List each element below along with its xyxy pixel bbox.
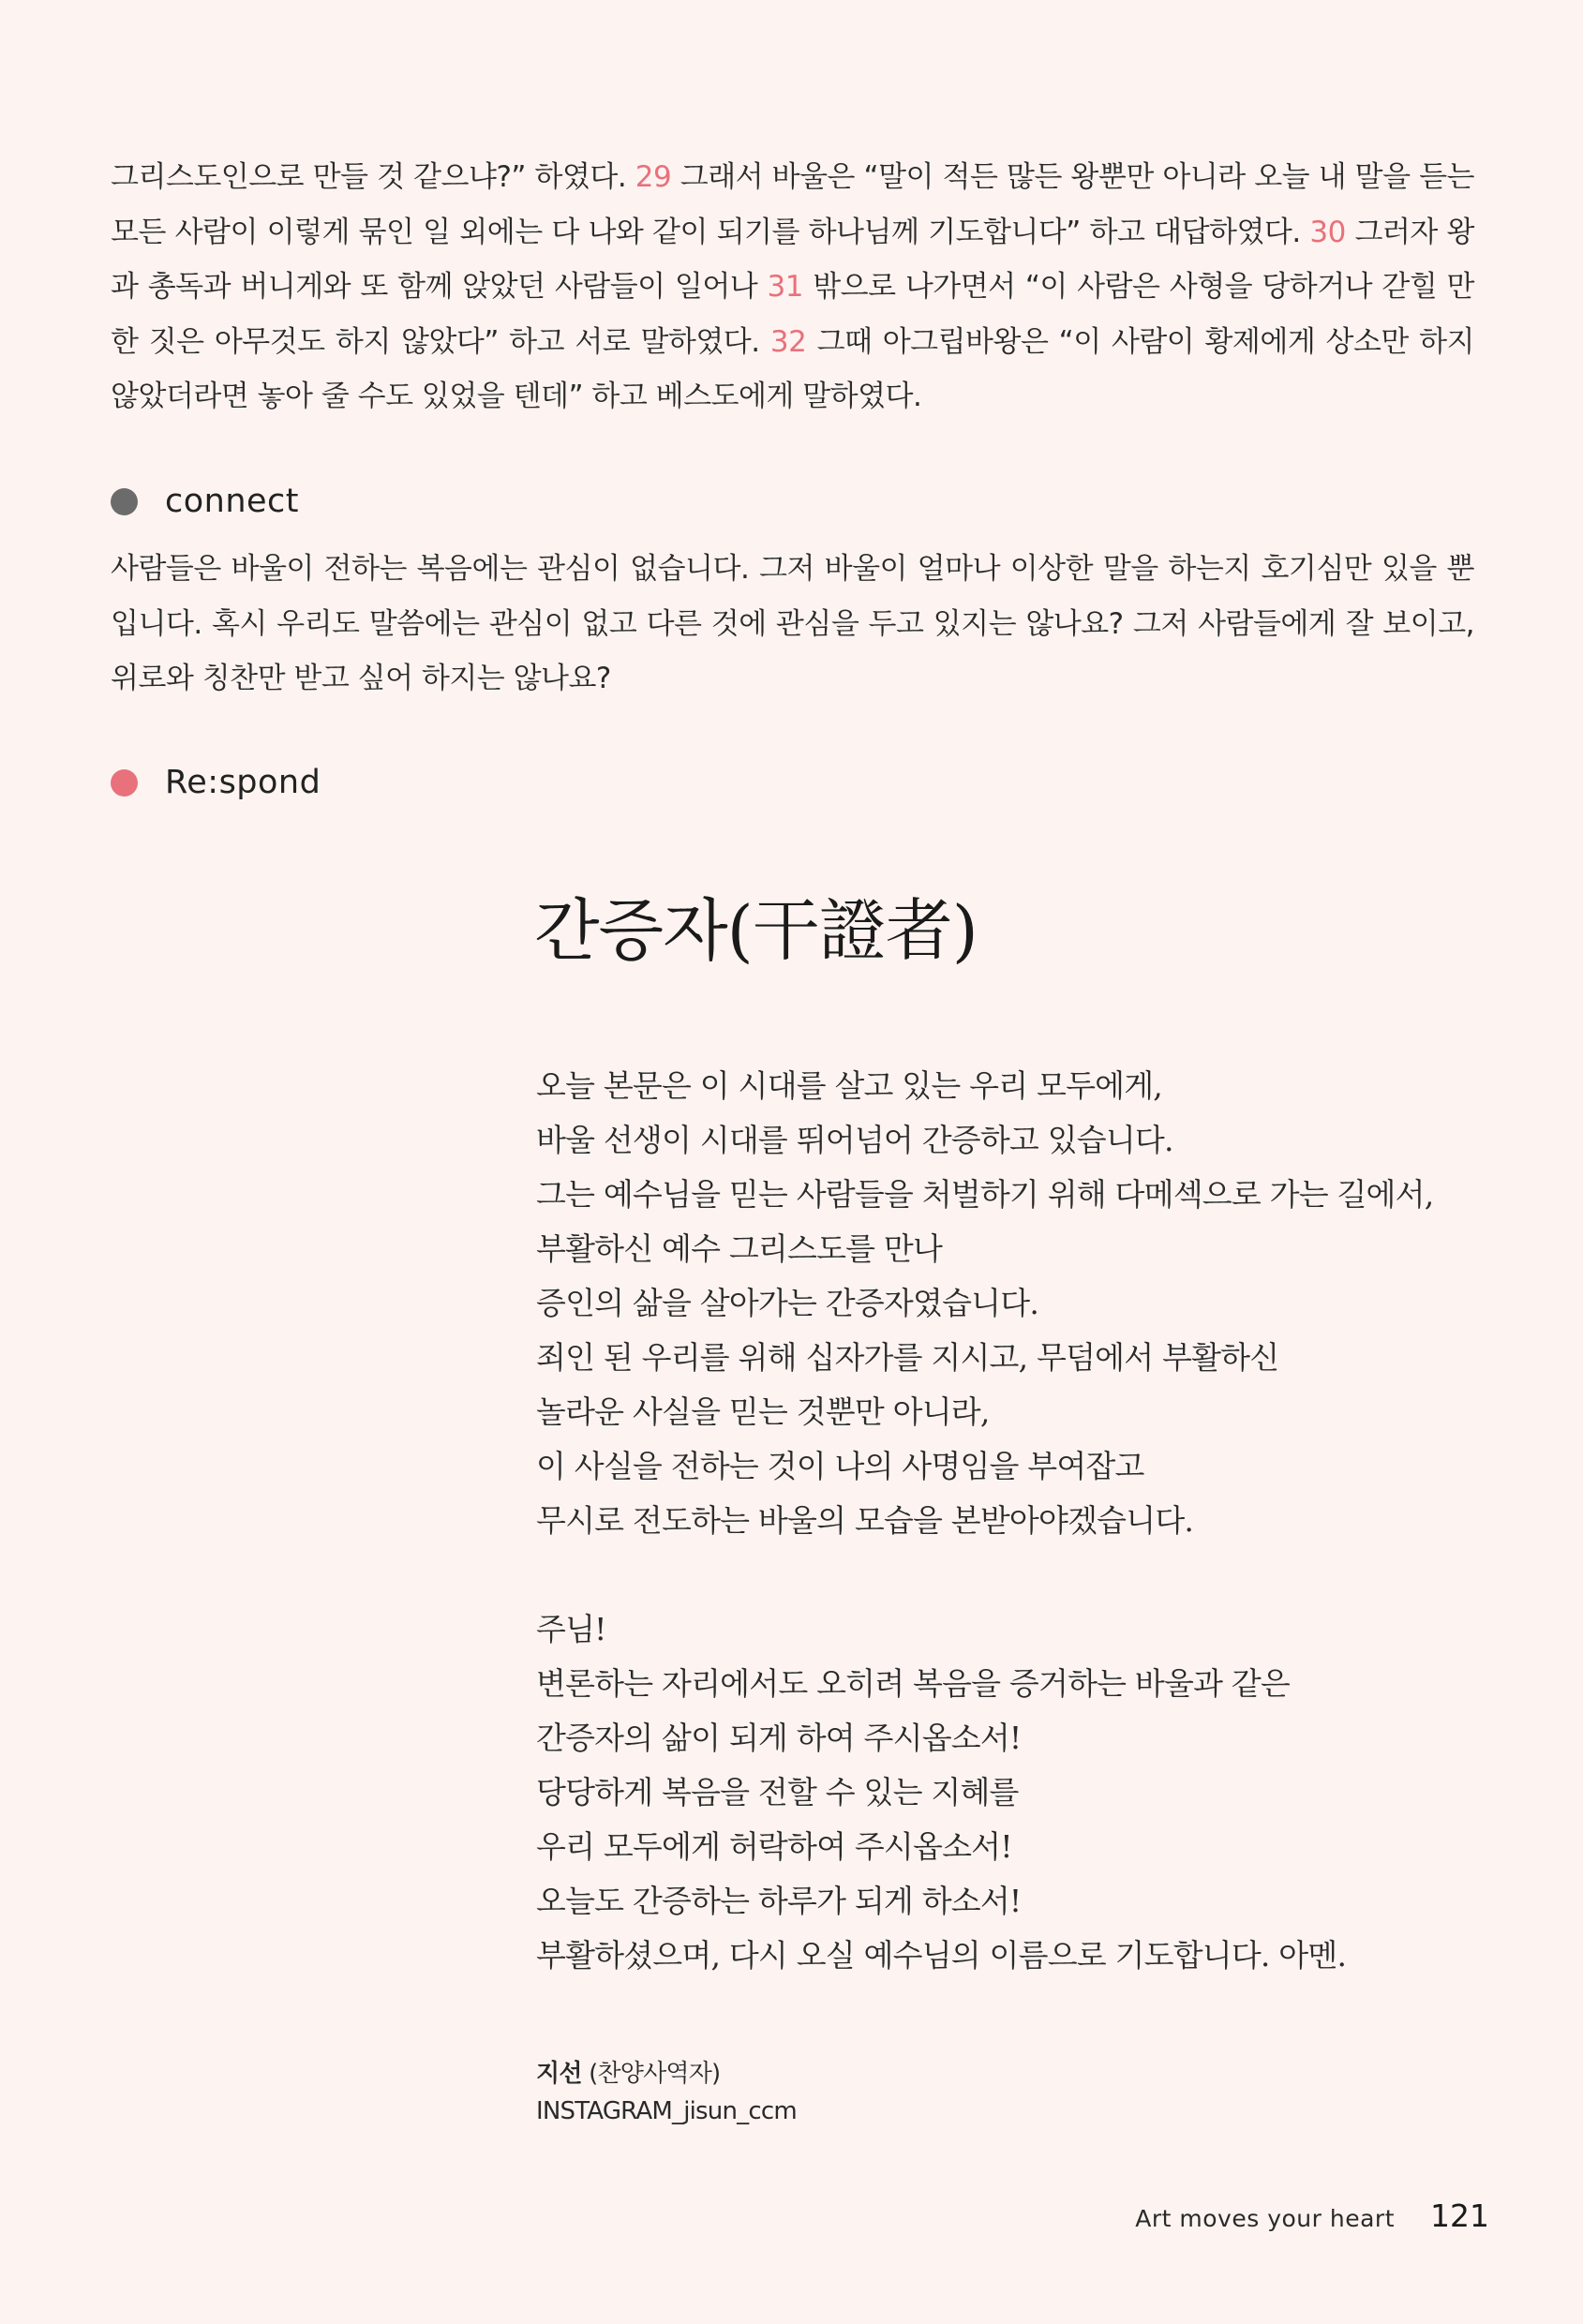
bullet-dot-icon [111,488,138,515]
meditation-line: 놀라운 사실을 믿는 것뿐만 아니라, [536,1393,990,1430]
meditation-line: 바울 선생이 시대를 뛰어넘어 간증하고 있습니다. [536,1122,1173,1158]
meditation-title: 간증자(干證者) [534,891,978,970]
bullet-dot-icon [111,769,138,797]
verse-number: 31 [767,270,803,304]
connect-heading [111,483,299,520]
page-footer [1135,2197,1489,2234]
author-line [536,2055,797,2093]
scripture-text: 밖으로 나가면서 “이 사람은 사형을 당하거나 갇힐 만한 짓은 아무것도 하지 않았다” 하고 서로 말하였다. [111,270,1474,359]
prayer-line: 간증자의 삶이 되게 하여 주시옵소서! [536,1720,1022,1756]
scripture-text: 그러자 왕과 총독과 버니게와 또 함께 앉았던 사람들이 일어나 [111,215,1474,304]
prayer-line: 부활하셨으며, 다시 오실 예수님의 이름으로 기도합니다. 아멘. [536,1937,1347,1974]
stanza-gap [536,1548,1433,1602]
author-instagram: INSTAGRAM_jisun_ccm [536,2097,797,2125]
meditation-line: 오늘 본문은 이 시대를 살고 있는 우리 모두에게, [536,1067,1163,1104]
connect-body: 사람들은 바울이 전하는 복음에는 관심이 없습니다. 그저 바울이 얼마나 이상한 말을 하는지 호기심만 있을 뿐입니다. 혹시 우리도 말씀에는 관심이 없고 다른 것에 관심을 두고 있지는 않나요? 그저 사람들에게 잘 보이고, 위로와 칭찬만 받고 싶어 하지는 않나요? [111,552,1474,695]
meditation-line: 죄인 된 우리를 위해 십자가를 지시고, 무덤에서 부활하신 [536,1339,1279,1376]
prayer-line: 오늘도 간증하는 하루가 되게 하소서! [536,1883,1022,1919]
respond-heading [111,764,321,801]
scripture-text: 그때 아그립바왕은 “이 사람이 황제에게 상소만 하지 않았더라면 놓아 줄 수도 있었을 텐데” 하고 베스도에게 말하였다. [111,324,1475,413]
connect-heading-label: connect [165,483,300,520]
meditation-line: 증인의 삶을 살아가는 간증자였습니다. [536,1285,1039,1321]
scripture-text: 그래서 바울은 “말이 적든 많든 왕뿐만 아니라 오늘 내 말을 듣는 모든 사람이 이렇게 묶인 일 외에는 다 나와 같이 되기를 하나님께 기도합니다” 하고 대답하였다. [111,160,1474,249]
prayer-line: 주님! [536,1611,606,1647]
meditation-line: 부활하신 예수 그리스도를 만나 [536,1230,943,1267]
prayer-line: 우리 모두에게 허락하여 주시옵소서! [536,1828,1012,1865]
meditation-line: 무시로 전도하는 바울의 모습을 본받아야겠습니다. [536,1502,1194,1539]
scripture-passage [111,150,1474,425]
prayer-line: 변론하는 자리에서도 오히려 복음을 증거하는 바울과 같은 [536,1665,1291,1702]
author-credit [536,2055,797,2130]
prayer-line: 당당하게 복음을 전할 수 있는 지혜를 [536,1774,1019,1810]
footer-tagline: Art moves your heart [1135,2205,1395,2232]
verse-number: 29 [635,160,672,194]
verse-number: 30 [1309,215,1346,249]
meditation-text [536,1059,1433,1983]
respond-heading-label: Re:spond [165,764,321,801]
scripture-text: 그리스도인으로 만들 것 같으냐?” 하였다. [111,160,635,194]
verse-number: 32 [769,324,807,359]
author-role: (찬양사역자) [581,2060,721,2088]
meditation-line: 그는 예수님을 믿는 사람들을 처벌하기 위해 다메섹으로 가는 길에서, [536,1176,1434,1213]
author-name: 지선 [536,2060,582,2088]
meditation-line: 이 사실을 전하는 것이 나의 사명임을 부여잡고 [536,1448,1144,1484]
page-number: 121 [1430,2197,1489,2234]
